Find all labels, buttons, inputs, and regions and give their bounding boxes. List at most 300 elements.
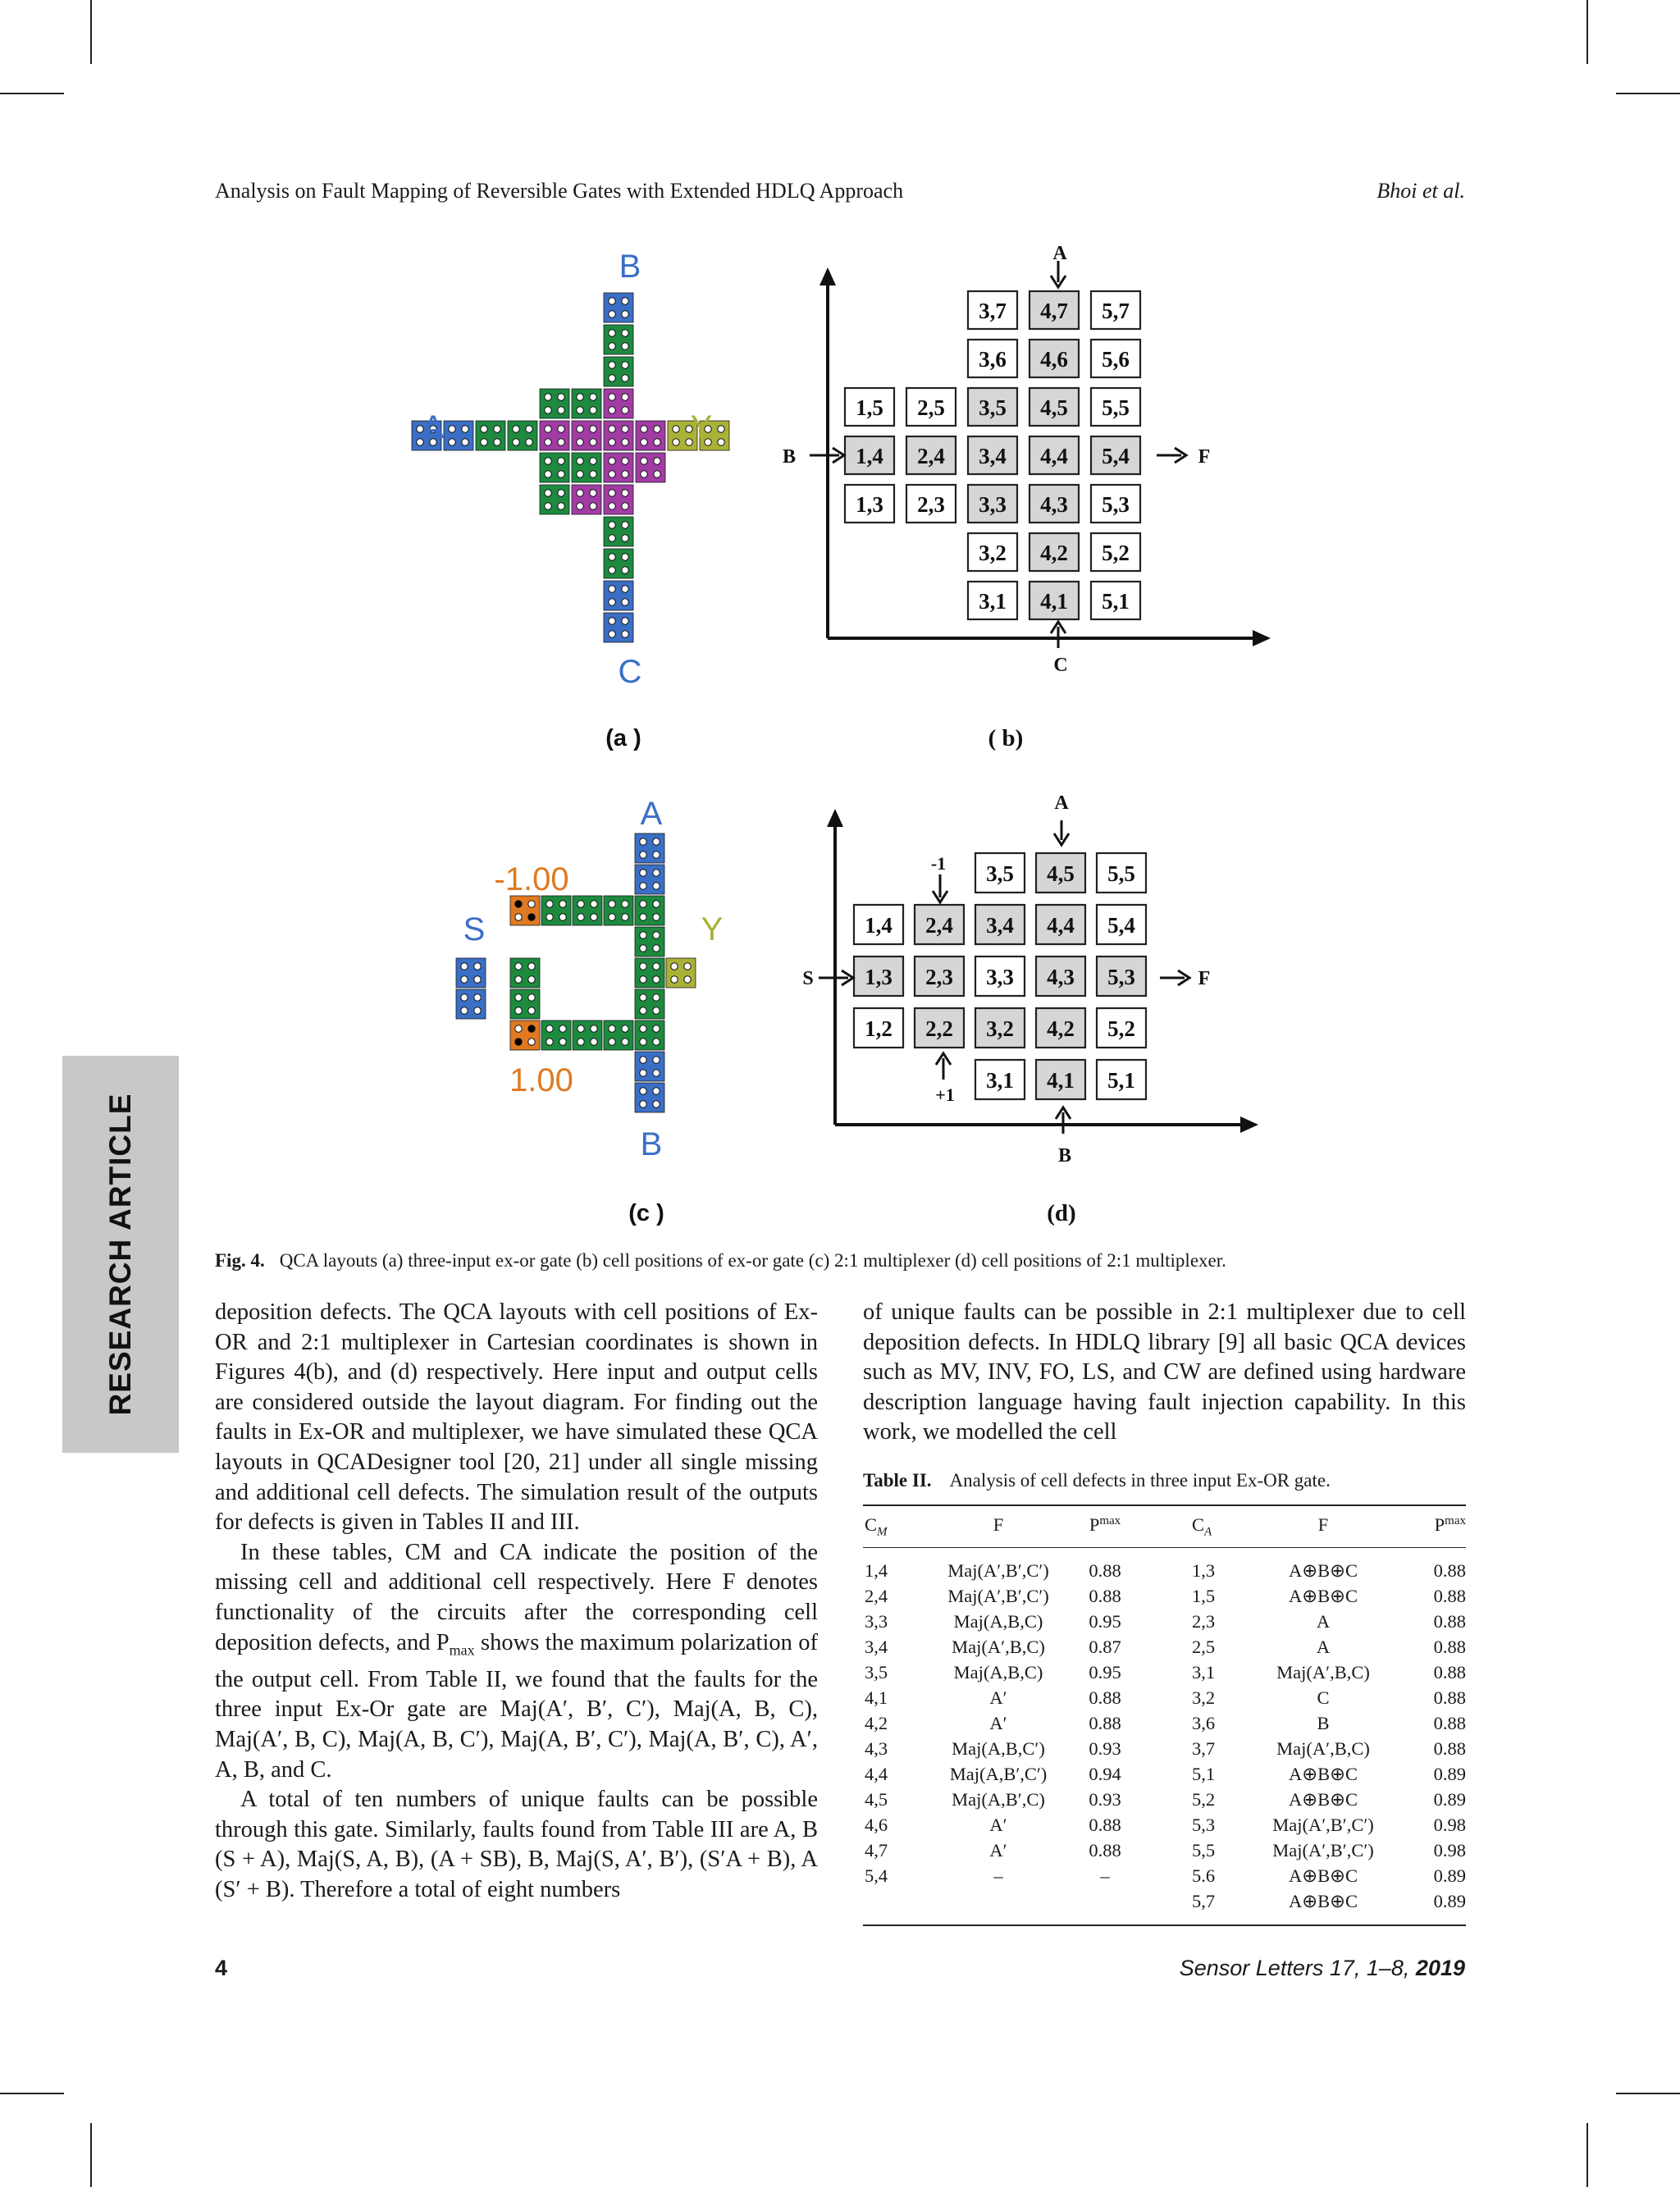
qca-cell — [456, 958, 486, 988]
cell-ca: 1,3 — [1192, 1560, 1216, 1581]
panel-b-exor-cell-positions — [783, 243, 1271, 751]
cell-position-label: 1,2 — [865, 1016, 892, 1041]
qca-dot — [526, 439, 532, 445]
x-axis-arrowhead — [1240, 1116, 1258, 1133]
cell-position-label: 3,5 — [979, 395, 1007, 420]
qca-dot — [526, 426, 532, 432]
cell-position-label: 4,2 — [1047, 1016, 1075, 1041]
qca-dot — [609, 471, 615, 477]
qca-dot — [622, 330, 628, 336]
qca-dot — [528, 1007, 535, 1014]
polarization-bottom: 1.00 — [509, 1062, 573, 1098]
qca-dot — [558, 490, 564, 496]
qca-dot — [718, 426, 724, 432]
qca-cell — [510, 896, 540, 925]
crop-mark — [0, 2093, 64, 2094]
cell-position-label: 1,3 — [865, 965, 892, 989]
arrow-label-f: F — [1198, 968, 1211, 989]
table-caption — [863, 1470, 1331, 1491]
table-title: Analysis of cell defects in three input Ex-OR gate. — [949, 1470, 1331, 1491]
qca-dot — [462, 439, 468, 445]
polarization-top: -1.00 — [494, 861, 569, 897]
qca-dot — [641, 426, 647, 432]
qca-dot — [622, 631, 628, 637]
cell-position-label: 3,6 — [979, 347, 1007, 372]
qca-cell — [635, 989, 664, 1019]
cell-ca: 5.6 — [1192, 1865, 1216, 1886]
qca-dot — [609, 1039, 615, 1045]
arrow-label-plus-one: +1 — [935, 1084, 955, 1105]
qca-dot — [684, 963, 691, 970]
qca-dot — [609, 901, 615, 907]
qca-dot — [671, 963, 678, 970]
qca-dot — [481, 426, 487, 432]
body-column-left — [215, 1298, 818, 1906]
qca-dot — [653, 963, 660, 970]
y-axis-arrowhead — [819, 267, 836, 285]
cell-ca: 3,6 — [1192, 1713, 1216, 1733]
qca-dot — [609, 567, 615, 573]
crop-mark — [1616, 2093, 1680, 2094]
qca-cell — [476, 421, 505, 450]
qca-dot — [718, 439, 724, 445]
qca-cell — [635, 896, 664, 925]
cell-position-label: 4,6 — [1040, 347, 1068, 372]
cell-position-label: 4,1 — [1047, 1068, 1075, 1093]
qca-dot — [609, 362, 615, 368]
cell-position-label: 4,5 — [1047, 861, 1075, 886]
cell-position-label: 2,4 — [917, 444, 945, 468]
cell-cm: 4,2 — [865, 1713, 888, 1733]
qca-dot — [494, 439, 500, 445]
output-label-y: Y — [690, 409, 713, 445]
running-title: Analysis on Fault Mapping of Reversible Gates with Extended HDLQ Approach — [215, 179, 904, 203]
caption-text: QCA layouts (a) three-input ex-or gate (b) cell positions of ex-or gate (c) 2:1 multiplexer (d) cell positions of 2:1 multiplexer. — [279, 1250, 1226, 1271]
cell-position-label: 3,4 — [986, 913, 1014, 938]
qca-cell — [456, 989, 486, 1019]
qca-dot — [622, 471, 628, 477]
panel-label-a: (a ) — [605, 725, 641, 751]
qca-dot — [461, 1007, 468, 1014]
qca-dot — [528, 976, 535, 983]
qca-dot — [528, 914, 535, 920]
qca-dot — [622, 567, 628, 573]
qca-dot — [461, 976, 468, 983]
qca-dot — [653, 852, 660, 858]
cell-ca: 5,5 — [1192, 1840, 1216, 1861]
qca-dot — [654, 471, 660, 477]
arrow-label-a: A — [1054, 792, 1069, 814]
qca-dot — [609, 554, 615, 560]
qca-cell — [635, 1083, 664, 1112]
qca-cell — [541, 896, 571, 925]
qca-dot — [609, 439, 615, 445]
qca-cell — [510, 1020, 540, 1050]
paragraph: of unique faults can be possible in 2:1 multiplexer due to cell deposition defects. In HDLQ library [9] all basic QCA devices such as MV, INV, FO, LS, and CW are defined using hardware description language having fault injection capability. In this work, we modelled the cell — [863, 1299, 1466, 1445]
qca-dot — [609, 631, 615, 637]
cell-position-label: 3,4 — [979, 444, 1007, 468]
qca-cell — [540, 421, 569, 450]
qca-dot — [684, 976, 691, 983]
qca-dot — [578, 1039, 584, 1045]
qca-cell — [510, 989, 540, 1019]
qca-dot — [673, 426, 679, 432]
qca-dot — [578, 914, 584, 920]
qca-dot — [622, 535, 628, 541]
qca-dot — [474, 963, 481, 970]
cell-cm: 3,3 — [865, 1611, 888, 1632]
qca-dot — [578, 901, 584, 907]
qca-dot — [653, 1088, 660, 1094]
cell-cm: 4,3 — [865, 1738, 888, 1759]
qca-dot — [654, 458, 660, 464]
qca-dot — [622, 490, 628, 496]
qca-cell — [636, 421, 665, 450]
input-label-a: A — [640, 796, 663, 832]
qca-dot — [622, 901, 628, 907]
qca-dot — [640, 963, 646, 970]
cell-position-label: 2,2 — [925, 1016, 953, 1041]
qca-cell — [604, 325, 633, 354]
cell-cm: 4,5 — [865, 1789, 888, 1810]
qca-cell — [540, 389, 569, 418]
qca-dot — [641, 471, 647, 477]
qca-dot — [640, 870, 646, 876]
qca-dot — [558, 503, 564, 509]
crop-mark — [90, 2123, 92, 2187]
qca-dot — [609, 394, 615, 400]
cell-position-label: 5,4 — [1107, 913, 1135, 938]
qca-dot — [653, 914, 660, 920]
cell-position-label: 5,4 — [1102, 444, 1130, 468]
table-header-cm: $C_M$ — [865, 1514, 888, 1539]
arrow-label-b: B — [782, 446, 797, 468]
body-column-right — [863, 1298, 1466, 1448]
qca-cell — [572, 389, 601, 418]
input-label-s: S — [463, 911, 486, 947]
qca-dot — [640, 852, 646, 858]
cell-cm: 4,7 — [865, 1840, 888, 1861]
qca-dot — [449, 439, 455, 445]
qca-dot — [461, 963, 468, 970]
qca-dot — [515, 1039, 522, 1045]
qca-dot — [609, 426, 615, 432]
qca-dot — [609, 298, 615, 304]
qca-dot — [654, 426, 660, 432]
cell-position-label: 5,1 — [1107, 1068, 1135, 1093]
qca-dot — [558, 458, 564, 464]
qca-cell — [604, 357, 633, 386]
qca-dot — [622, 554, 628, 560]
qca-dot — [622, 362, 628, 368]
arrow-label-c: C — [1053, 655, 1068, 676]
qca-dot — [528, 1025, 535, 1032]
qca-dot — [558, 407, 564, 413]
cell-ca: 5,2 — [1192, 1789, 1216, 1810]
qca-dot — [622, 618, 628, 624]
cell-cm: 4,1 — [865, 1687, 888, 1708]
cell-position-label: 5,6 — [1102, 347, 1130, 372]
qca-cell — [604, 581, 633, 610]
qca-dot — [559, 1025, 566, 1032]
qca-dot — [545, 503, 551, 509]
qca-dot — [622, 599, 628, 605]
qca-dot — [515, 901, 522, 907]
cell-position-label: 4,7 — [1040, 299, 1068, 323]
qca-cell — [573, 1020, 602, 1050]
qca-cell — [604, 453, 633, 482]
qca-cell — [604, 613, 633, 642]
qca-dot — [609, 343, 615, 349]
qca-dot — [640, 914, 646, 920]
qca-dot — [640, 1101, 646, 1107]
qca-dot — [559, 914, 566, 920]
qca-cell — [572, 485, 601, 514]
qca-dot — [640, 838, 646, 845]
qca-cell — [636, 453, 665, 482]
qca-dot — [515, 976, 522, 983]
qca-dot — [640, 1088, 646, 1094]
qca-cell — [635, 927, 664, 957]
qca-cell — [540, 485, 569, 514]
arrow-label-a: A — [1052, 243, 1067, 264]
qca-dot — [609, 458, 615, 464]
running-authors: Bhoi et al. — [1376, 179, 1465, 203]
qca-dot — [474, 976, 481, 983]
crop-mark — [1586, 2123, 1588, 2187]
qca-dot — [590, 407, 596, 413]
output-label-y: Y — [701, 911, 724, 947]
qca-dot — [653, 838, 660, 845]
qca-cell — [604, 517, 633, 546]
qca-dot — [609, 1025, 615, 1032]
qca-dot — [653, 1057, 660, 1063]
cell-position-label: 4,2 — [1040, 541, 1068, 565]
qca-dot — [590, 439, 596, 445]
cell-position-label: 3,3 — [979, 492, 1007, 517]
qca-dot — [653, 932, 660, 938]
qca-dot — [622, 426, 628, 432]
cell-position-label: 5,7 — [1102, 299, 1130, 323]
qca-dot — [577, 471, 583, 477]
cell-ca: 3,7 — [1192, 1738, 1216, 1759]
qca-dot — [654, 439, 660, 445]
panel-label-d: (d) — [1047, 1200, 1076, 1226]
qca-dot — [609, 375, 615, 381]
qca-dot — [622, 298, 628, 304]
cell-position-label: 4,3 — [1040, 492, 1068, 517]
qca-dot — [609, 490, 615, 496]
qca-dot — [577, 407, 583, 413]
qca-dot — [449, 426, 455, 432]
table-header-rule — [863, 1547, 1466, 1548]
qca-dot — [609, 407, 615, 413]
qca-cell — [604, 896, 633, 925]
qca-dot — [640, 883, 646, 889]
qca-dot — [640, 1039, 646, 1045]
qca-dot — [545, 490, 551, 496]
qca-cell — [635, 1052, 664, 1081]
qca-dot — [545, 407, 551, 413]
qca-dot — [591, 914, 597, 920]
qca-dot — [671, 976, 678, 983]
cell-position-label: 3,5 — [986, 861, 1014, 886]
cell-position-label: 1,4 — [865, 913, 892, 938]
qca-dot — [528, 901, 535, 907]
cell-position-label: 3,1 — [986, 1068, 1014, 1093]
qca-dot — [653, 945, 660, 952]
cell-position-label: 5,2 — [1107, 1016, 1135, 1041]
arrow-label-f: F — [1198, 446, 1211, 468]
y-axis-arrowhead — [827, 809, 843, 827]
panel-label-b: ( b) — [988, 725, 1024, 751]
cell-position-label: 1,3 — [856, 492, 883, 517]
cell-cm: 2,4 — [865, 1586, 888, 1606]
qca-dot — [653, 994, 660, 1001]
arrow-label-s: S — [802, 968, 814, 989]
qca-dot — [559, 1039, 566, 1045]
qca-dot — [513, 426, 519, 432]
panel-c-mux-layout — [456, 796, 723, 1226]
qca-dot — [590, 471, 596, 477]
qca-dot — [558, 439, 564, 445]
qca-dot — [640, 945, 646, 952]
cell-position-label: 4,4 — [1040, 444, 1068, 468]
qca-dot — [590, 426, 596, 432]
cell-ca: 5,3 — [1192, 1815, 1216, 1835]
qca-dot — [474, 994, 481, 1001]
qca-dot — [609, 586, 615, 592]
panel-label-c: (c ) — [628, 1200, 664, 1226]
qca-dot — [545, 471, 551, 477]
qca-cell — [604, 293, 633, 322]
qca-dot — [640, 994, 646, 1001]
qca-dot — [590, 503, 596, 509]
cell-position-label: 3,1 — [979, 589, 1007, 614]
qca-dot — [653, 1007, 660, 1014]
table-label: Table II. — [863, 1470, 932, 1491]
cell-position-label: 1,4 — [856, 444, 883, 468]
arrow-label-b: B — [1057, 1145, 1072, 1167]
cell-position-label: 2,3 — [917, 492, 945, 517]
cell-position-label: 3,7 — [979, 299, 1007, 323]
journal-citation: Sensor Letters 17, 1–8, 2019 — [1179, 1956, 1465, 1980]
cell-cm: 3,4 — [865, 1637, 888, 1657]
cell-ca: 3,1 — [1192, 1662, 1216, 1682]
qca-dot — [653, 1101, 660, 1107]
qca-dot — [653, 883, 660, 889]
x-axis-arrowhead — [1253, 630, 1271, 646]
qca-dot — [546, 1025, 553, 1032]
qca-cell — [541, 1020, 571, 1050]
qca-dot — [545, 394, 551, 400]
qca-dot — [622, 311, 628, 317]
qca-dot — [622, 522, 628, 528]
qca-dot — [609, 618, 615, 624]
qca-dot — [515, 1025, 522, 1032]
cell-position-label: 4,4 — [1047, 913, 1075, 938]
cell-position-label: 4,1 — [1040, 589, 1068, 614]
qca-dot — [622, 586, 628, 592]
cell-position-label: 5,5 — [1107, 861, 1135, 886]
paragraph: deposition defects. The QCA layouts with cell positions of Ex-OR and 2:1 multiplexer in Cartesian coordinates is shown in Figures 4(b), and (d) respectively. Here input and output cells are considered outside the layout diagram. For finding out the faults in Ex-OR and multiplexer, we have simulated these QCA layouts in QCADesigner tool [20, 21] under all single missing and additional cell defects. The simulation result of the outputs for defects is given in Tables II and III. — [215, 1299, 818, 1536]
qca-dot — [546, 901, 553, 907]
qca-cell — [635, 833, 664, 863]
qca-cell — [604, 549, 633, 578]
qca-dot — [622, 439, 628, 445]
qca-dot — [577, 439, 583, 445]
input-label-a: A — [422, 409, 445, 445]
qca-dot — [641, 458, 647, 464]
qca-cell — [444, 421, 473, 450]
cell-ca: 3,2 — [1192, 1687, 1216, 1708]
qca-dot — [528, 963, 535, 970]
qca-dot — [622, 394, 628, 400]
qca-dot — [590, 458, 596, 464]
qca-dot — [609, 330, 615, 336]
arrow-label-minus-one: -1 — [930, 853, 947, 874]
cell-ca: 2,3 — [1192, 1611, 1216, 1632]
table-header-ca: $C_A$ — [1192, 1514, 1212, 1539]
qca-dot — [640, 1070, 646, 1076]
qca-dot — [640, 1025, 646, 1032]
qca-dot — [609, 503, 615, 509]
qca-dot — [653, 1025, 660, 1032]
caption-label: Fig. 4. — [215, 1250, 265, 1271]
qca-dot — [653, 870, 660, 876]
qca-dot — [640, 1057, 646, 1063]
qca-dot — [673, 439, 679, 445]
qca-dot — [609, 599, 615, 605]
cell-ca: 5,1 — [1192, 1764, 1216, 1784]
qca-dot — [641, 439, 647, 445]
qca-dot — [591, 1039, 597, 1045]
cell-position-label: 2,5 — [917, 395, 945, 420]
qca-cell — [572, 421, 601, 450]
cell-position-label: 4,3 — [1047, 965, 1075, 989]
cell-cm: 5,4 — [865, 1865, 888, 1886]
qca-dot — [545, 439, 551, 445]
qca-cell — [604, 485, 633, 514]
figure-caption — [215, 1250, 1226, 1272]
qca-dot — [622, 1025, 628, 1032]
qca-cell — [573, 896, 602, 925]
cell-position-label: 5,3 — [1107, 965, 1135, 989]
article-type-label: RESEARCH ARTICLE — [103, 1093, 137, 1416]
cell-cm: 3,5 — [865, 1662, 888, 1682]
qca-cell — [666, 958, 696, 988]
qca-cell — [604, 1020, 633, 1050]
qca-dot — [640, 932, 646, 938]
qca-dot — [462, 426, 468, 432]
panel-d-mux-cell-positions — [802, 792, 1258, 1226]
qca-cell — [604, 389, 633, 418]
cell-position-label: 2,3 — [925, 965, 953, 989]
cell-position-label: 5,5 — [1102, 395, 1130, 420]
qca-cell — [510, 958, 540, 988]
qca-dot — [640, 1007, 646, 1014]
qca-cell — [635, 958, 664, 988]
page-number: 4 — [215, 1956, 228, 1980]
qca-dot — [622, 343, 628, 349]
qca-dot — [609, 535, 615, 541]
qca-dot — [653, 1070, 660, 1076]
qca-dot — [640, 976, 646, 983]
qca-dot — [461, 994, 468, 1001]
input-label-b: B — [640, 1126, 663, 1162]
qca-dot — [558, 471, 564, 477]
qca-dot — [474, 1007, 481, 1014]
